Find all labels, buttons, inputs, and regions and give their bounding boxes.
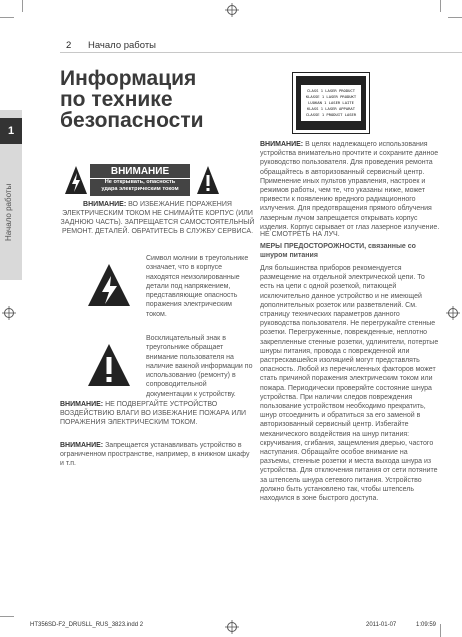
exclamation-symbol-description: Восклицательный знак в треугольнике обращает внимание пользователя на наличие важной информации по использованию (ремонту) в сопроводительной документации к устройству.	[146, 335, 253, 398]
installation-warning-body: Запрещается устанавливать устройство в ограниченном пространстве, например, в книжном шкафу и т.п.	[60, 442, 250, 468]
caution-label: ВНИМАНИЕ:	[83, 201, 127, 208]
installation-warning-label: ВНИМАНИЕ:	[60, 442, 104, 449]
laser-label-line: KLASSE 1 LASER PRODUKT	[305, 94, 357, 99]
warning-box-title: ВНИМАНИЕ	[90, 166, 190, 179]
page-heading-line: по технике	[60, 88, 173, 111]
footer-filename: HT356SD-F2_DRUSLL_RUS_3823.indd 2	[30, 622, 144, 628]
moisture-warning-body: НЕ ПОДВЕРГАЙТЕ УСТРОЙСТВО ВОЗДЕЙСТВИЮ ВЛАГИ ВО ИЗБЕЖАНИЕ ПОЖАРА ИЛИ ПОРАЖЕНИЯ ЭЛЕКТРИЧЕСКИМ ТОКОМ.	[60, 401, 247, 427]
page-number: 2	[66, 40, 72, 51]
laser-label-line: LUOKAN 1 LASER LAITE	[308, 100, 354, 105]
header-rule	[60, 52, 462, 53]
power-cord-heading: МЕРЫ ПРЕДОСТОРОЖНОСТИ, связанные со шнуром питания	[260, 243, 416, 260]
no-look-warning: НЕ СМОТРЕТЬ НА ЛУЧ.	[260, 231, 340, 238]
laser-label-line: KLASS 1 LASER APPARAT	[306, 106, 355, 111]
crop-mark	[448, 17, 462, 18]
crop-mark	[440, 624, 441, 637]
exclamation-triangle-icon	[86, 342, 132, 388]
warning-box	[90, 164, 190, 196]
laser-label-line: CLASSE 1 PRODUIT LASER	[305, 112, 357, 117]
installation-warning	[60, 441, 254, 469]
laser-warning	[260, 140, 440, 232]
moisture-warning	[60, 400, 254, 428]
registration-mark-icon	[446, 306, 460, 320]
exclamation-triangle-icon	[196, 164, 220, 196]
page-heading-line: безопасности	[60, 109, 204, 132]
lightning-triangle-icon	[86, 262, 132, 308]
page-heading	[60, 68, 220, 131]
footer-date: 2011-01-07	[366, 622, 397, 628]
moisture-warning-label: ВНИМАНИЕ:	[60, 401, 104, 408]
power-cord-text: Для большинства приборов рекомендуется размещение на отдельной электрической цепи. То есть на цепи с одной розеткой, питающей исключительно данное устройство и не имеющей дополнительных розеток или разветвлений. См. страницу технических параметров данного руководства пользователя. Не перегружайте стенные розетки. Перегруженные, поврежденные, неплотно закрепленные стенные розетки, удлинители, потертые шнуры питания, провода с поврежденной или растрескавшейся изоляцией могут представлять опасность. Любой из перечисленных факторов может стать причиной поражения электрическим током или пожара. Периодически проверяйте состояние шнура устройства. При наличии следов повреждения пользование устройством необходимо прекратить, шнур отсоединить и обратиться за его заменой в авторизованный сервисный центр. Избегайте механического воздействия на шнур питания: скручивания, сгибания, защемления дверью, частого наступания. Обращайте особое внимание на разъемы, стенные розетки и места выхода шнура из устройства. Для отключения питания от сети потяните за штепсель шнура сетевого питания. Устройство должно быть установлено так, чтобы штепсель находился в зоне быстрого доступа.	[260, 265, 439, 503]
chapter-tab-label: Начало работы	[4, 183, 13, 242]
laser-warning-body: В целях надлежащего использования устройства внимательно прочтите и сохраните данное руководство пользователя. Для проведения ремонта обращайтесь в авторизованный сервисный центр. Применение иных пультов управления, настроек и режимов работы, чем те, что указаны ниже, может привести к появлению вредного радиационного излучения. Для предотвращения прямого облучения лазерным лучом запрещается открывать корпус изделия. Корпус скрывает от глаз лазерное излучение.	[260, 141, 440, 231]
crop-mark	[0, 17, 14, 18]
section-title: Начало работы	[88, 40, 157, 51]
registration-mark-icon	[225, 3, 239, 17]
page-heading-line: Информация	[60, 67, 197, 90]
crop-mark	[22, 0, 23, 12]
warning-box-subtitle: Не открывать, опасность	[104, 179, 176, 185]
lightning-symbol-description: Символ молнии в треугольнике означает, что в корпусе находятся неизолированные детали под напряжением, представляющие опасность поражения электрическим током.	[146, 255, 249, 318]
chapter-number: 1	[0, 118, 22, 144]
footer-time: 1:09:59	[416, 622, 437, 628]
caution-text	[60, 200, 255, 236]
warning-box-subtitle: удара электрическим током	[101, 186, 179, 192]
laser-product-label	[292, 72, 370, 134]
crop-mark	[440, 0, 441, 12]
laser-warning-label: ВНИМАНИЕ:	[260, 141, 304, 148]
laser-label-line: CLASS 1 LASER PRODUCT	[306, 88, 355, 93]
caution-body: ВО ИЗБЕЖАНИЕ ПОРАЖЕНИЯ ЭЛЕКТРИЧЕСКИМ ТОКОМ НЕ СНИМАЙТЕ КОРПУС (ИЛИ ЗАДНЮЮ ЧАСТЬ). ЗАПРЕЩАЕТСЯ САМОСТОЯТЕЛЬНЫЙ РЕМОНТ. ДЕТАЛЕЙ. ОБРАТИТЕСЬ В СЛУЖБУ СЕРВИСА.	[60, 201, 255, 235]
crop-mark	[0, 616, 14, 617]
registration-mark-icon	[225, 620, 239, 634]
lightning-triangle-icon	[64, 164, 88, 196]
registration-mark-icon	[2, 306, 16, 320]
